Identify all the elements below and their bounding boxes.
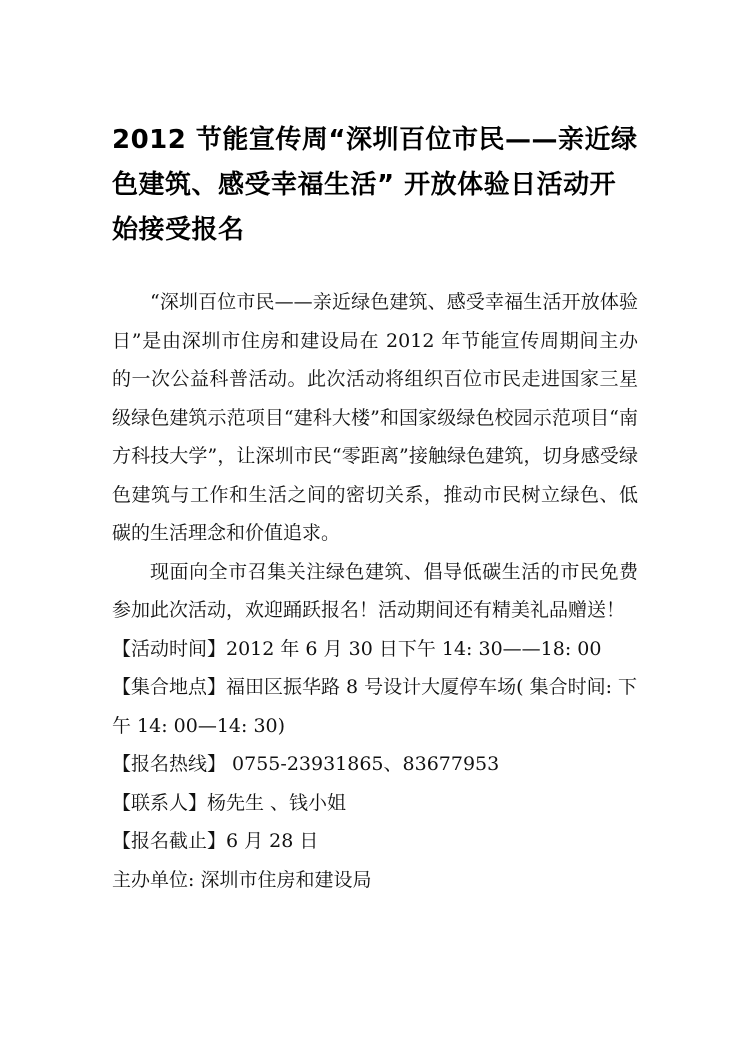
organizer: 主办单位: 深圳市住房和建设局 [112, 868, 372, 891]
registration-hotline: 【报名热线】 0755-23931865、83677953 [112, 753, 500, 775]
intro-paragraph: “深圳百位市民——亲近绿色建筑、感受幸福生活开放体验日”是由深圳市住房和建设局在 2012 年节能宣传周期间主办的一次公益科普活动。此次活动将组织百位市民走进国家三星级绿色建筑示范项目“建科大楼”和国家级绿色校园示范项目“南方科技大学”，让深圳市民“零距离”接触绿色建筑，切身感受绿色建筑与工作和生活之间的密切关系，推动市民树立绿色、低碳的生活理念和价值追求。 [112, 291, 638, 544]
registration-deadline: 【报名截止】6 月 28 日 [112, 830, 319, 852]
meeting-location: 【集合地点】福田区振华路 8 号设计大厦停车场( 集合时间: 下午 14: 00—14: 30) [112, 676, 638, 737]
invitation-paragraph: 现面向全市召集关注绿色建筑、倡导低碳生活的市民免费参加此次活动，欢迎踊跃报名！活动期间还有精美礼品赠送！ [112, 560, 638, 621]
document-title: 2012 节能宣传周“深圳百位市民——亲近绿色建筑、感受幸福生活” 开放体验日活动开始接受报名 [112, 125, 638, 245]
contact-person: 【联系人】杨先生 、钱小姐 [112, 791, 347, 814]
event-time: 【活动时间】2012 年 6 月 30 日下午 14: 30——18: 00 [112, 637, 602, 660]
